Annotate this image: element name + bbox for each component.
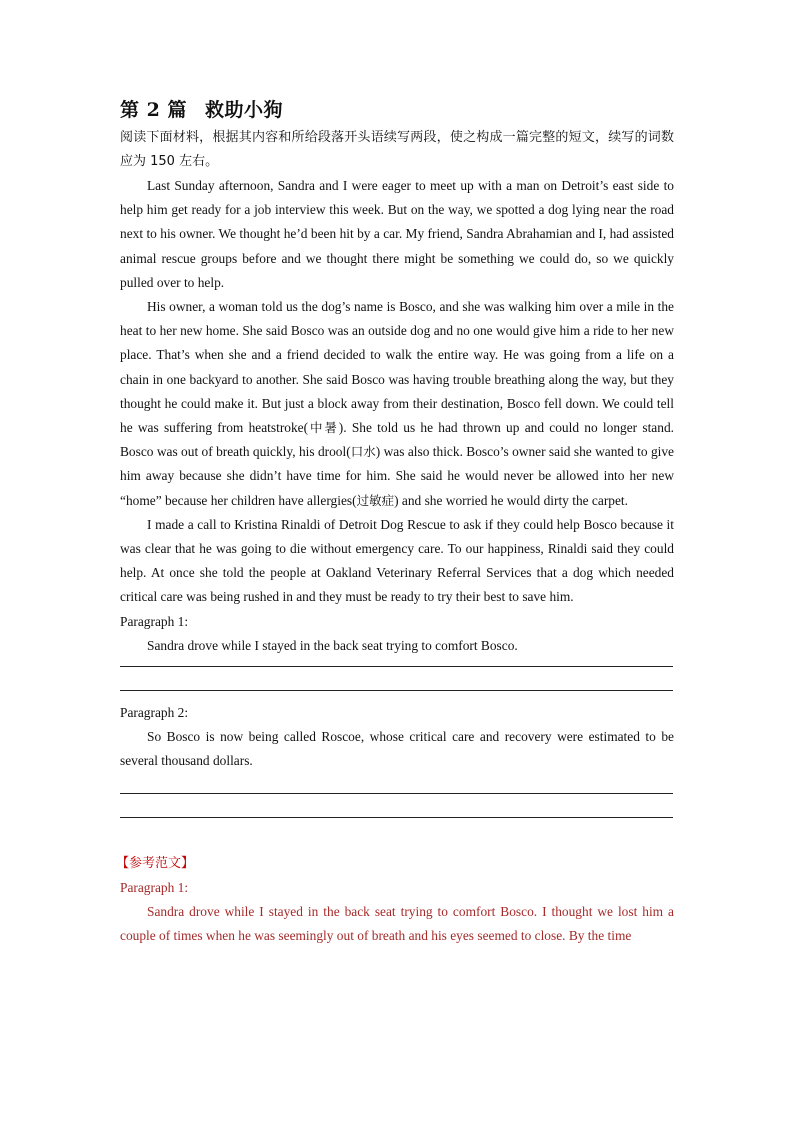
- title-number: 第 2 篇: [120, 99, 187, 121]
- writing-line: [120, 793, 673, 794]
- reference-text: Sandra drove while I stayed in the back seat trying to comfort Bosco. I thought we lost him a couple of times when he was seemingly out of breath and his eyes seemed to close. By the time: [120, 903, 674, 944]
- paragraph2-label: Paragraph 2:: [120, 705, 189, 721]
- passage-paragraph-1: Last Sunday afternoon, Sandra and I were eager to meet up with a man on Detroit’s east side to help him get ready for a job interview this week. But on the way, we spotted a dog lying near the road next to his owner. We thought he’d been hit by a car. My friend, Sandra Abrahamian and I, had assisted animal rescue groups before and we thought there might be something we could do, so we quickly pulled over to help.: [120, 178, 674, 290]
- writing-line: [120, 817, 673, 818]
- passage-paragraph-3: I made a call to Kristina Rinaldi of Detroit Dog Rescue to ask if they could help Bosco because it was clear that he was going to die without emergency care. To our happiness, Rinaldi said they could help. At once she told the people at Oakland Veterinary Referral Services that a dog which needed critical care was being rushed in and they must be ready to try their best to save him.: [120, 516, 674, 605]
- document-page: [116, 96, 674, 948]
- paragraph1-writing-lines: [120, 666, 674, 691]
- paragraph1-label: Paragraph 1:: [120, 613, 189, 629]
- passage-paragraph-2: His owner, a woman told us the dog’s name is Bosco, and she was walking him over a mile in the heat to her new home. She said Bosco was an outside dog and no one would give him a ride to her new place. That’s when she and a friend decided to walk the entire way. He was going from a life on a chain in one backyard to another. She said Bosco was having trouble breathing along the way, but they thought he could make it. But just a block away from their destination, Bosco fell down. We could tell he was suffering from heatstroke(中暑). She told us he had thrown up and could no longer stand. Bosco was out of breath quickly, his drool(口水) was also thick. Bosco’s owner said she wanted to give him away because she didn’t have time for him. She said he would never be allowed into her new “home” because her children have allergies(过敏症) and she worried he would dirty the carpet.: [120, 299, 674, 508]
- writing-line: [120, 690, 673, 691]
- instruction-text: 阅读下面材料，根据其内容和所给段落开头语续写两段，使之构成一篇完整的短文，续写的词数应为 150 左右。: [120, 130, 674, 169]
- paragraph1-starter: Sandra drove while I stayed in the back seat trying to comfort Bosco.: [147, 637, 518, 653]
- reference-label: Paragraph 1:: [120, 879, 189, 895]
- paragraph2-starter: So Bosco is now being called Roscoe, whose critical care and recovery were estimated to be several thousand dollars.: [120, 729, 674, 769]
- writing-line: [120, 666, 673, 667]
- gloss-drool: 口水: [350, 444, 376, 460]
- gloss-allergies: 过敏症: [356, 492, 395, 508]
- paragraph2-writing-lines: [120, 793, 674, 818]
- reference-heading: 【参考范文】: [116, 855, 195, 871]
- gloss-heatstroke: 中暑: [308, 420, 339, 436]
- title-topic: 救助小狗: [204, 99, 283, 121]
- page-title: [120, 96, 674, 124]
